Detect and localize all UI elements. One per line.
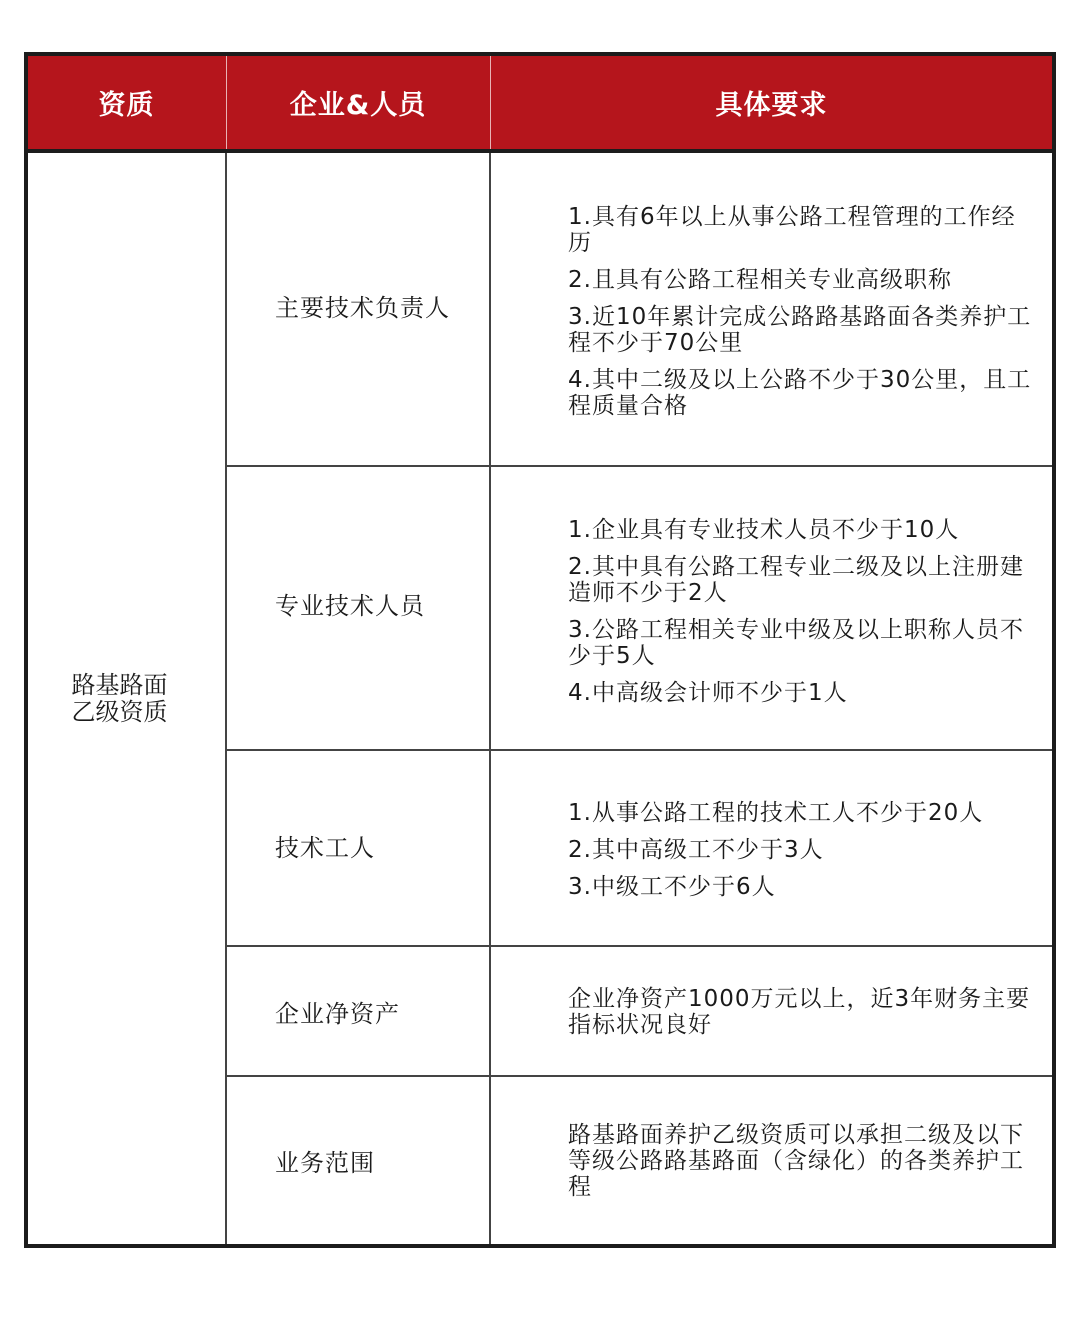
requirements-professional-technical-staff [568,517,1038,706]
requirements-net-assets [568,986,1038,1038]
row-divider [227,1075,1052,1077]
requirement-item: 2.且具有公路工程相关专业高级职称 [568,267,952,293]
role-net-assets: 企业净资产 [275,1000,400,1028]
requirement-item: 1.企业具有专业技术人员不少于10人 [568,517,960,543]
requirement-item: 1.从事公路工程的技术工人不少于20人 [568,800,984,826]
qualification-line-1: 路基路面 [71,670,168,699]
qualification-cell [28,153,225,1244]
row-divider [227,749,1052,751]
requirement-item: 3.公路工程相关专业中级及以上职称人员不少于5人 [568,617,1024,669]
requirement-item: 2.其中高级工不少于3人 [568,837,824,863]
requirement-item: 3.近10年累计完成公路路基路面各类养护工程不少于70公里 [568,304,1032,356]
requirements-technical-workers [568,800,1038,900]
requirement-item: 企业净资产1000万元以上，近3年财务主要指标状况良好 [568,986,1031,1038]
header-requirements: 具体要求 [715,90,828,121]
qualification-line-2: 乙级资质 [71,697,168,726]
role-business-scope: 业务范围 [275,1149,375,1177]
requirement-item: 2.其中具有公路工程专业二级及以上注册建造师不少于2人 [568,554,1024,606]
requirement-item: 路基路面养护乙级资质可以承担二级及以下等级公路路基路面（含绿化）的各类养护工程 [568,1122,1024,1200]
column-divider [489,153,491,1244]
role-technical-workers: 技术工人 [275,834,375,862]
requirement-item: 1.具有6年以上从事公路工程管理的工作经历 [568,204,1016,256]
row-divider [227,945,1052,947]
table-header [28,56,1052,153]
qualification-table [24,52,1056,1248]
row-divider [227,465,1052,467]
requirement-item: 4.中高级会计师不少于1人 [568,680,848,706]
header-enterprise-personnel: 企业&人员 [289,90,427,121]
requirements-chief-technical-lead [568,204,1038,419]
requirement-item: 4.其中二级及以上公路不少于30公里，且工程质量合格 [568,367,1032,419]
requirements-business-scope [568,1122,1038,1200]
requirement-item: 3.中级工不少于6人 [568,874,776,900]
column-divider [225,153,227,1244]
header-qualification: 资质 [98,90,155,121]
role-chief-technical-lead: 主要技术负责人 [275,294,450,322]
role-professional-technical-staff: 专业技术人员 [275,592,425,620]
